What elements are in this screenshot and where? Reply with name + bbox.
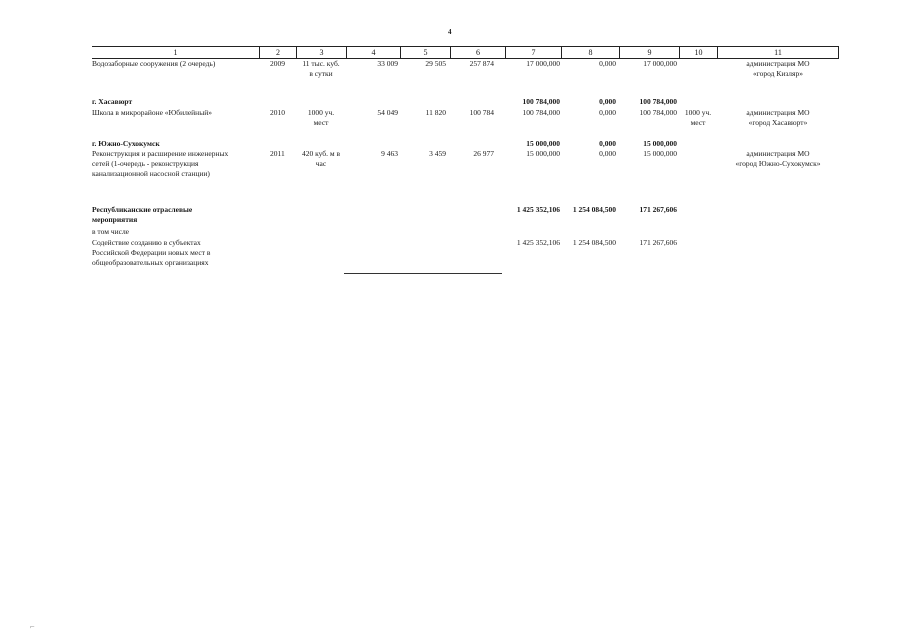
row-name: Водозаборные сооружения (2 очередь)	[92, 59, 216, 68]
row-capacity-line1: 1000 уч.	[307, 108, 335, 117]
row-name-line3: канализационной насосной станции)	[92, 169, 210, 178]
row-col9: 15 000,000	[643, 149, 677, 158]
row-col9: 171 267,606	[639, 238, 677, 247]
row-col8: 0,000	[599, 139, 616, 148]
footer-separator	[344, 273, 502, 274]
scan-artifact: ⌐	[30, 622, 35, 631]
row-col7: 17 000,000	[526, 59, 560, 68]
row-col10-line1: 1000 уч.	[684, 108, 712, 117]
row-capacity-line2: в сутки	[309, 69, 333, 78]
column-header-5: 5	[400, 47, 450, 58]
row-col8: 0,000	[599, 97, 616, 106]
row-col9: 15 000,000	[643, 139, 677, 148]
row-admin-line1: администрация МО	[746, 108, 810, 117]
row-col9: 171 267,606	[639, 205, 677, 214]
row-admin-line2: «город Кизляр»	[752, 69, 804, 78]
column-header-9: 9	[619, 47, 679, 58]
row-name-line3: общеобразовательных организациях	[92, 258, 209, 267]
row-col6: 100 784	[469, 108, 494, 117]
column-header-2: 2	[259, 47, 296, 58]
row-name-line1: Реконструкция и расширение инженерных	[92, 149, 229, 158]
row-capacity-line2: час	[315, 159, 327, 168]
row-col8: 0,000	[599, 59, 616, 68]
row-capacity-line2: мест	[313, 118, 329, 127]
city-heading: г. Хасавюрт	[92, 97, 133, 106]
row-col4: 54 049	[377, 108, 398, 117]
row-name-line2: сетей (1-очередь - реконструкция	[92, 159, 199, 168]
row-year: 2011	[270, 149, 285, 158]
column-header-11: 11	[717, 47, 839, 58]
row-col6: 26 977	[473, 149, 494, 158]
row-col9: 100 784,000	[639, 97, 677, 106]
row-col7: 15 000,000	[526, 149, 560, 158]
row-col9: 17 000,000	[643, 59, 677, 68]
column-header-7: 7	[505, 47, 561, 58]
row-name: Школа в микрорайоне «Юбилейный»	[92, 108, 212, 117]
row-col5: 3 459	[429, 149, 446, 158]
section-heading-line2: мероприятия	[92, 215, 138, 224]
row-year: 2010	[270, 108, 285, 117]
row-col7: 100 784,000	[522, 108, 560, 117]
column-header-3: 3	[296, 47, 346, 58]
city-heading: г. Южно-Сухокумск	[92, 139, 160, 148]
row-year: 2009	[270, 59, 285, 68]
row-col5: 29 505	[425, 59, 446, 68]
row-admin-line2: «город Южно-Сухокумск»	[735, 159, 821, 168]
row-admin-line1: администрация МО	[746, 59, 810, 68]
row-col4: 9 463	[381, 149, 398, 158]
row-col7: 100 784,000	[522, 97, 560, 106]
row-col10-line2: мест	[690, 118, 706, 127]
row-col8: 0,000	[599, 149, 616, 158]
row-col8: 1 254 084,500	[572, 238, 616, 247]
row-capacity-line1: 420 куб. м в	[301, 149, 341, 158]
row-col8: 0,000	[599, 108, 616, 117]
column-header-1: 1	[173, 48, 178, 57]
column-header-8: 8	[561, 47, 619, 58]
row-col9: 100 784,000	[639, 108, 677, 117]
row-col8: 1 254 084,500	[572, 205, 616, 214]
row-name-line1: Содействие созданию в субъектах	[92, 238, 201, 247]
column-header-4: 4	[346, 47, 400, 58]
row-admin-line2: «город Хасавюрт»	[748, 118, 808, 127]
page-number: 4	[448, 28, 452, 36]
row-col7: 1 425 352,106	[516, 205, 560, 214]
row-capacity-line1: 11 тыс. куб.	[302, 59, 340, 68]
row-admin-line1: администрация МО	[746, 149, 810, 158]
row-col7: 15 000,000	[526, 139, 560, 148]
column-header-10: 10	[679, 47, 717, 58]
column-header-6: 6	[450, 47, 505, 58]
including-label: в том числе	[92, 227, 130, 236]
row-name-line2: Российской Федерации новых мест в	[92, 248, 211, 257]
row-col4: 33 009	[377, 59, 398, 68]
section-heading-line1: Республиканские отраслевые	[92, 205, 193, 214]
row-col7: 1 425 352,106	[516, 238, 560, 247]
row-col5: 11 820	[425, 108, 446, 117]
row-col6: 257 874	[469, 59, 494, 68]
